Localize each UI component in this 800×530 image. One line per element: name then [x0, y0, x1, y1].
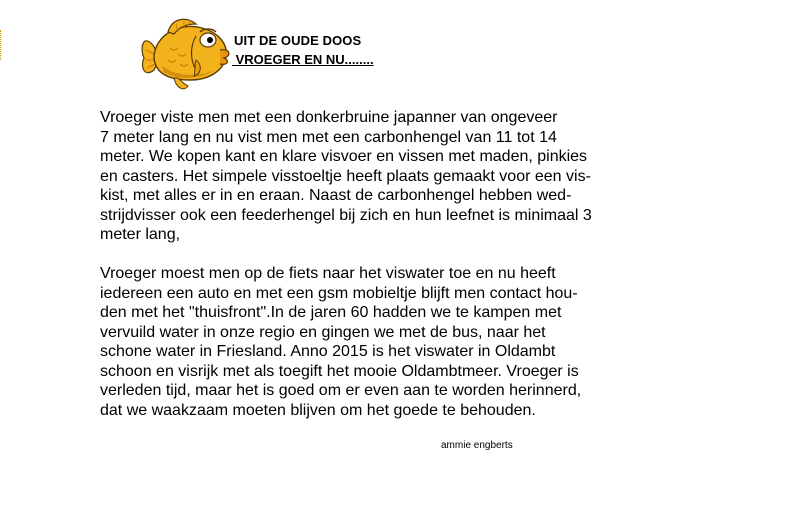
header-subtitle: VROEGER EN NU........ [232, 52, 374, 67]
text-line: 7 meter lang en nu vist men met een carbonhengel van 11 tot 14 [100, 128, 557, 146]
text-line: strijdvisser ook een feederhengel bij zich en hun leefnet is minimaal 3 [100, 206, 592, 224]
author-signature: ammie engberts [441, 440, 513, 451]
text-line: Vroeger moest men op de fiets naar het viswater toe en nu heeft [100, 265, 556, 282]
paragraph-2 [100, 264, 660, 420]
text-line: Vroeger viste men met een donkerbruine japanner van ongeveer [100, 109, 558, 126]
text-line: schone water in Friesland. Anno 2015 is het viswater in Oldambt [100, 343, 556, 360]
text-line: schoon en visrijk met als toegift het mooie Oldambtmeer. Vroeger is [100, 362, 579, 380]
text-line: den met het "thuisfront".In de jaren 60 hadden we te kampen met [100, 304, 562, 321]
text-line: kist, met alles er in en eraan. Naast de carbonhengel hebben wed- [100, 187, 572, 204]
text-line: vervuild water in onze regio en gingen we met de bus, naar het [100, 323, 546, 341]
text-line: meter. We kopen kant en klare visvoer en vissen met maden, pinkies [100, 148, 588, 165]
paragraph-gap [100, 245, 660, 265]
article-body [100, 108, 660, 420]
fish-icon [140, 14, 232, 94]
text-line: meter lang, [100, 226, 181, 243]
page-edge-mark [0, 30, 4, 60]
text-line: iedereen een auto en met een gsm mobieltje blijft men contact hou- [100, 284, 578, 302]
text-line: en casters. Het simpele visstoeltje heeft plaats gemaakt voor een vis- [100, 167, 591, 185]
header-title: UIT DE OUDE DOOS [234, 33, 362, 48]
text-line: verleden tijd, maar het is goed om er even aan te worden herinnerd, [100, 382, 582, 399]
paragraph-1 [100, 108, 660, 245]
text-line: dat we waakzaam moeten blijven om het goede te behouden. [100, 401, 536, 419]
